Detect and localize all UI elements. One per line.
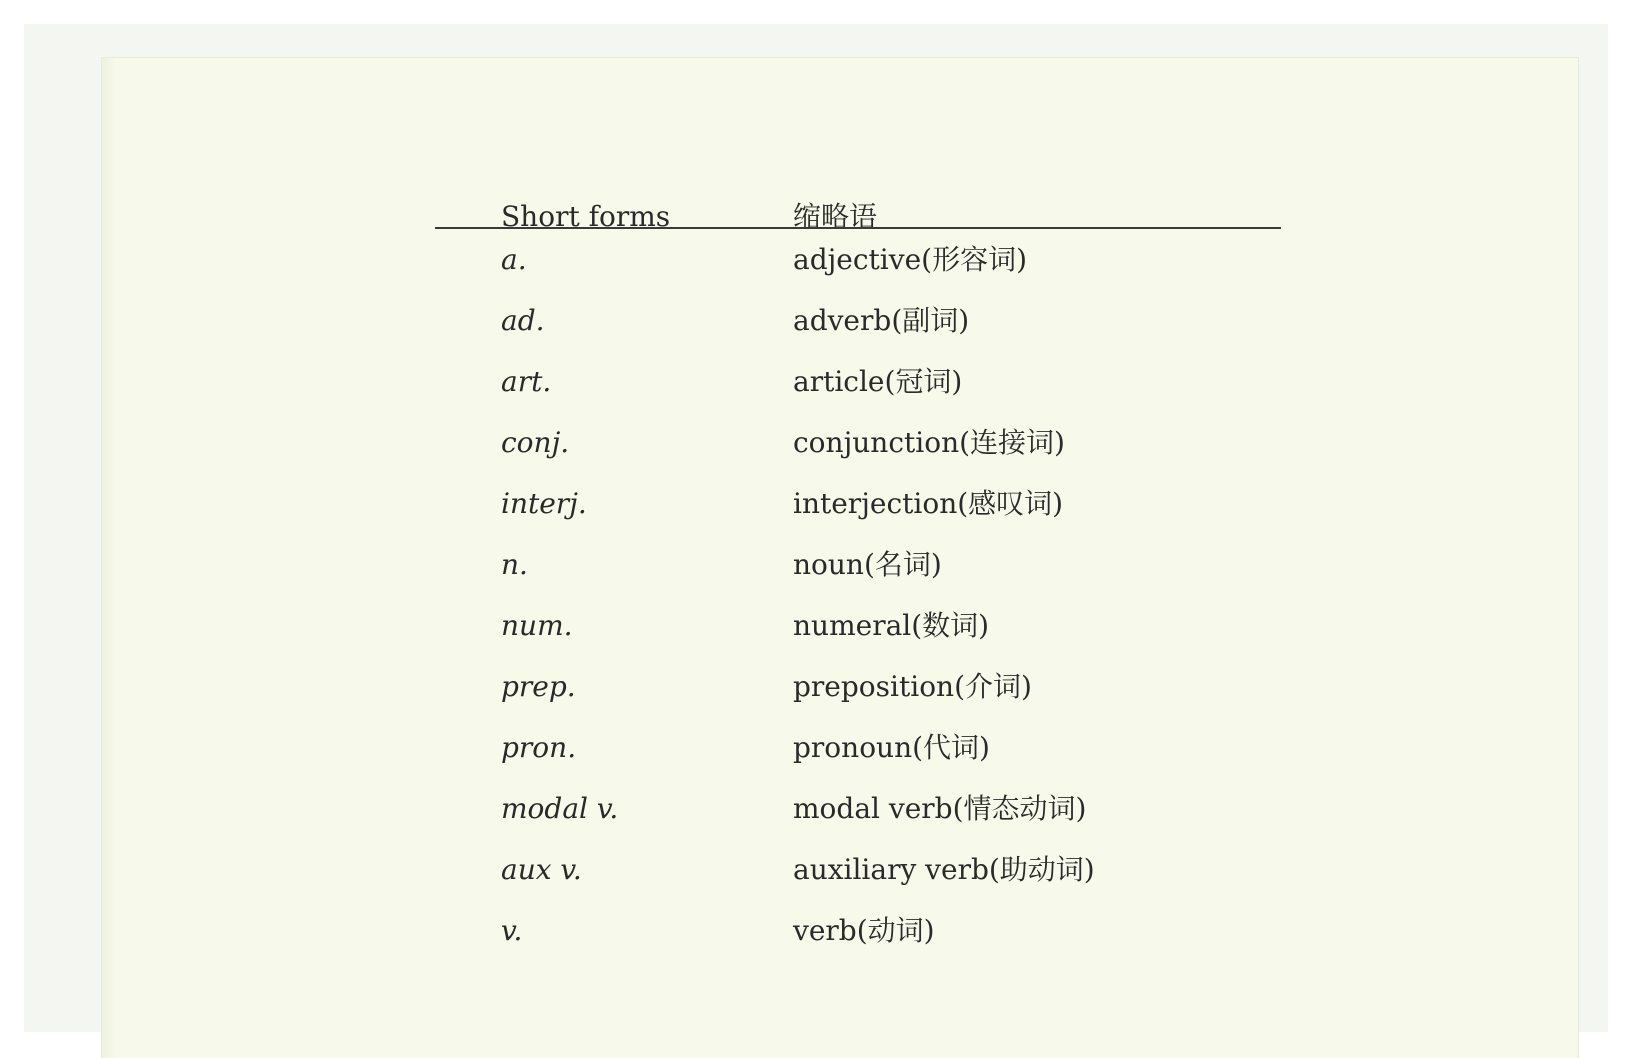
scanned-page-background: [24, 24, 1608, 1032]
abbreviation: aux v.: [501, 853, 582, 886]
meaning: modal verb(情态动词): [793, 792, 1087, 825]
table-row: [435, 728, 1281, 789]
abbreviation: v.: [501, 914, 523, 947]
table-row: [435, 911, 1281, 972]
meaning: numeral(数词): [793, 609, 990, 642]
abbreviation: conj.: [501, 426, 570, 459]
book-page: [102, 58, 1578, 1058]
meaning: adjective(形容词): [793, 243, 1027, 276]
table-row: [435, 850, 1281, 911]
meaning: pronoun(代词): [793, 731, 990, 764]
meaning: conjunction(连接词): [793, 426, 1065, 459]
table-row: [435, 789, 1281, 850]
table-body: [435, 240, 1281, 972]
page-binding-edge: [102, 58, 116, 1058]
meaning: noun(名词): [793, 548, 942, 581]
table-row: [435, 301, 1281, 362]
abbreviation: pron.: [501, 731, 577, 764]
abbreviation: interj.: [501, 487, 587, 520]
header-short-forms: Short forms: [501, 200, 671, 233]
header-divider: [435, 227, 1281, 229]
table-header: [435, 170, 1281, 233]
meaning: article(冠词): [793, 365, 963, 398]
abbreviation: ad.: [501, 304, 545, 337]
abbreviation: num.: [501, 609, 573, 642]
table-row: [435, 545, 1281, 606]
meaning: verb(动词): [793, 914, 935, 947]
table-row: [435, 362, 1281, 423]
table-row: [435, 423, 1281, 484]
table-row: [435, 667, 1281, 728]
abbreviation: modal v.: [501, 792, 619, 825]
meaning: interjection(感叹词): [793, 487, 1064, 520]
abbreviation: prep.: [501, 670, 576, 703]
meaning: preposition(介词): [793, 670, 1032, 703]
meaning: adverb(副词): [793, 304, 970, 337]
header-abbreviation-cn: 缩略语: [793, 200, 878, 233]
abbreviation: n.: [501, 548, 528, 581]
abbreviation: a.: [501, 243, 527, 276]
abbreviation: art.: [501, 365, 552, 398]
table-row: [435, 606, 1281, 667]
table-row: [435, 484, 1281, 545]
abbreviation-table: [435, 170, 1281, 947]
table-row: [435, 240, 1281, 301]
meaning: auxiliary verb(助动词): [793, 853, 1095, 886]
